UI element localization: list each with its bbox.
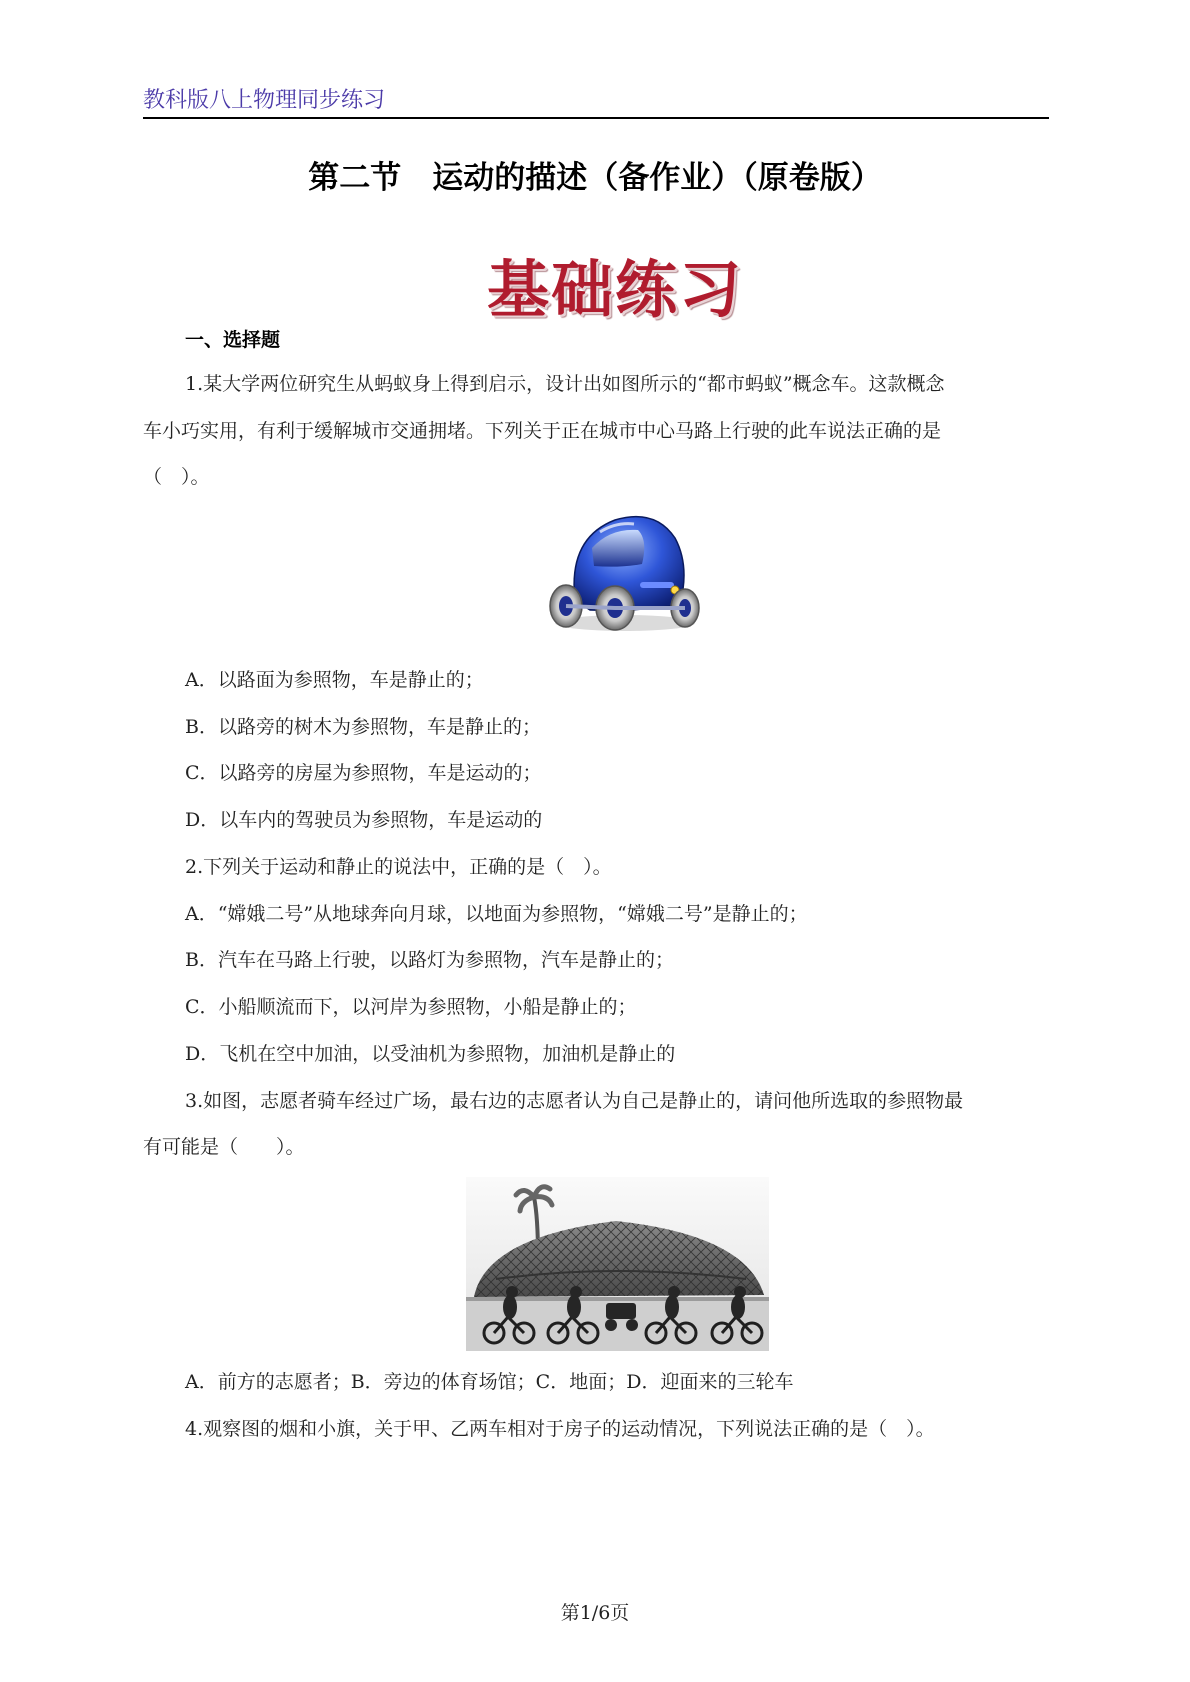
q1-stem-line-1: 1.某大学两位研究生从蚂蚁身上得到启示，设计出如图所示的“都市蚂蚁”概念车。这款概念 [185, 373, 945, 395]
section-heading: 一、选择题 [185, 329, 281, 351]
q1-option-b: B．以路旁的树木为参照物，车是静止的； [185, 716, 541, 738]
q2-option-b: B．汽车在马路上行驶，以路灯为参照物，汽车是静止的； [185, 949, 674, 971]
concept-car-image [530, 508, 710, 633]
q1-option-d: D．以车内的驾驶员为参照物，车是运动的 [185, 809, 543, 831]
q1-stem-line-3: （ ）。 [143, 466, 210, 488]
q2-option-d: D．飞机在空中加油，以受油机为参照物，加油机是静止的 [185, 1043, 676, 1065]
q2-stem-line-1: 2.下列关于运动和静止的说法中，正确的是（ ）。 [185, 856, 612, 878]
q3-stem-line-1: 3.如图，志愿者骑车经过广场，最右边的志愿者认为自己是静止的，请问他所选取的参照物最 [185, 1090, 964, 1112]
running-header: 教科版八上物理同步练习 [143, 88, 386, 113]
q1-option-a: A．以路面为参照物，车是静止的； [185, 669, 484, 691]
q1-stem-line-2: 车小巧实用，有利于缓解城市交通拥堵。下列关于正在城市中心马路上行驶的此车说法正确的是 [143, 420, 942, 442]
stadium-cyclists-photo [466, 1177, 769, 1351]
page-number: 第1/6页 [560, 1602, 630, 1624]
header-rule [143, 117, 1049, 119]
q3-options: A．前方的志愿者；B．旁边的体育场馆；C．地面；D．迎面来的三轮车 [185, 1371, 794, 1393]
section-banner: 基础练习 [486, 253, 743, 326]
document-title: 第二节 运动的描述（备作业）（原卷版） [308, 160, 882, 196]
q3-stem-line-2: 有可能是（ ）。 [143, 1136, 305, 1158]
q2-option-a: A．“嫦娥二号”从地球奔向月球，以地面为参照物，“嫦娥二号”是静止的； [185, 903, 808, 925]
q4-stem-line-1: 4.观察图的烟和小旗，关于甲、乙两车相对于房子的运动情况，下列说法正确的是（ ）。 [185, 1418, 935, 1440]
q2-option-c: C．小船顺流而下，以河岸为参照物，小船是静止的； [185, 996, 637, 1018]
q1-option-c: C．以路旁的房屋为参照物，车是运动的； [185, 762, 542, 784]
